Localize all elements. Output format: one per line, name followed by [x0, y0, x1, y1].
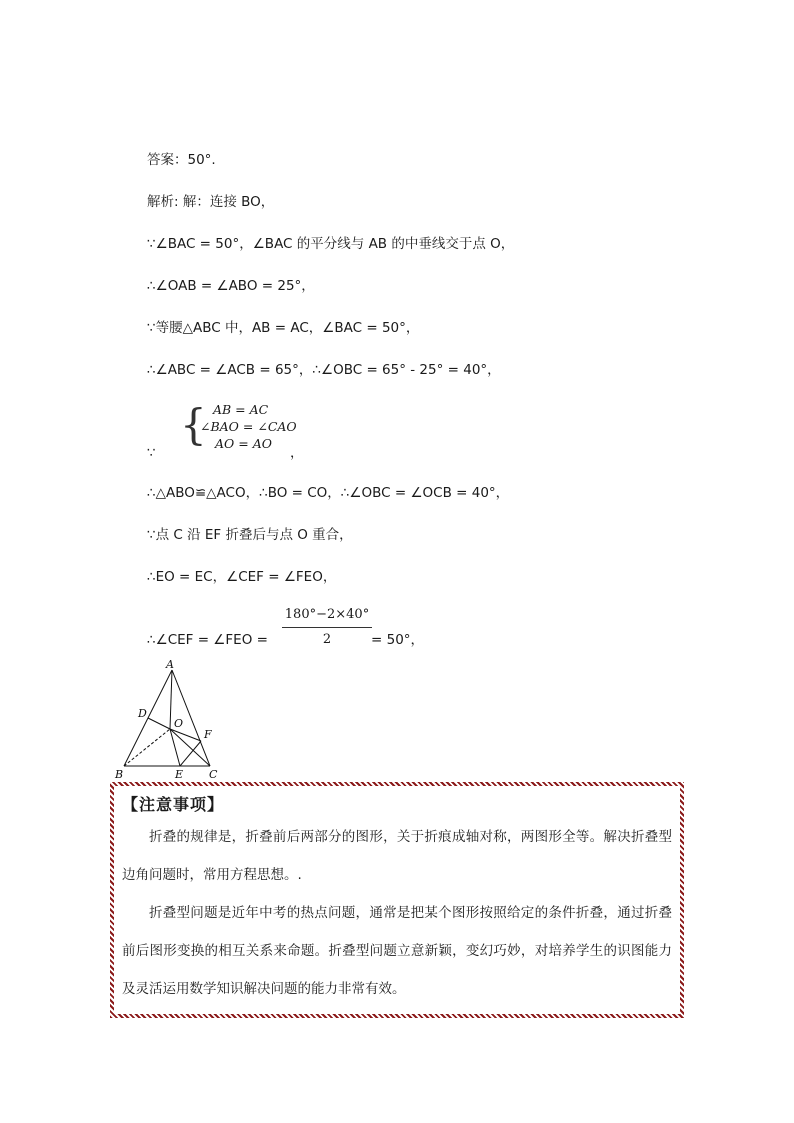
congruence-system	[180, 400, 300, 454]
final-prefix: ∴∠CEF = ∠FEO =	[147, 632, 268, 648]
condition-3: AO = AO	[215, 436, 272, 451]
fold-line-EF	[180, 741, 201, 766]
analysis-intro: 解析: 解：连接 BO，	[147, 194, 275, 210]
notice-title: 【注意事项】	[122, 795, 225, 814]
dashed-BO	[124, 729, 170, 766]
notice-content	[114, 786, 680, 1014]
final-suffix: = 50°，	[371, 632, 425, 648]
condition-2: ∠BAO = ∠CAO	[200, 419, 297, 434]
label-D: D	[138, 707, 147, 720]
step-6: ∵点 C 沿 EF 折叠后与点 O 重合，	[147, 527, 353, 543]
notice-paragraph-1: 折叠的规律是，折叠前后两部分的图形，关于折痕成轴对称，两图形全等。解决折叠型边角问题时，常用方程思想。.	[122, 829, 672, 883]
condition-1: AB = AC	[213, 402, 269, 417]
left-brace: {	[180, 400, 207, 449]
step-4: ∴∠ABC = ∠ACB = 65°，∴∠OBC = 65° - 25° = 40°，	[147, 362, 501, 378]
fraction-denominator: 2	[322, 632, 332, 647]
triangle-figure	[112, 656, 232, 782]
step-2: ∴∠OAB = ∠ABO = 25°，	[147, 278, 315, 294]
because-symbol: ∵	[147, 445, 156, 461]
notice-paragraph-2: 折叠型问题是近年中考的热点问题，通常是把某个图形按照给定的条件折叠，通过折叠前后图形变换的相互关系来命题。折叠型问题立意新颖，变幻巧妙，对培养学生的识图能力及灵活运用数学知识解决问题的能力非常有效。	[122, 905, 672, 997]
fraction-bar	[282, 627, 372, 628]
fraction-numerator: 180°−2×40°	[284, 607, 370, 622]
step-3: ∵等腰△ABC 中，AB = AC，∠BAC = 50°，	[147, 320, 420, 336]
step-7: ∴EO = EC，∠CEF = ∠FEO，	[147, 569, 337, 585]
segment-AO	[170, 670, 172, 729]
fraction	[282, 605, 372, 649]
step-5: ∴△ABO≌△ACO，∴BO = CO，∴∠OBC = ∠OCB = 40°，	[147, 485, 510, 501]
notice-box	[110, 782, 684, 1018]
step-1: ∵∠BAC = 50°，∠BAC 的平分线与 AB 的中垂线交于点 O，	[147, 236, 515, 252]
answer-line: 答案：50°.	[147, 152, 216, 168]
label-B: B	[115, 768, 124, 781]
label-A: A	[166, 658, 174, 671]
system-end: ，	[290, 445, 304, 461]
label-F: F	[204, 728, 212, 741]
label-E: E	[175, 768, 184, 781]
label-O: O	[174, 717, 184, 730]
segment-OE	[170, 729, 180, 766]
segment-DO	[148, 718, 170, 729]
label-C: C	[209, 768, 218, 781]
